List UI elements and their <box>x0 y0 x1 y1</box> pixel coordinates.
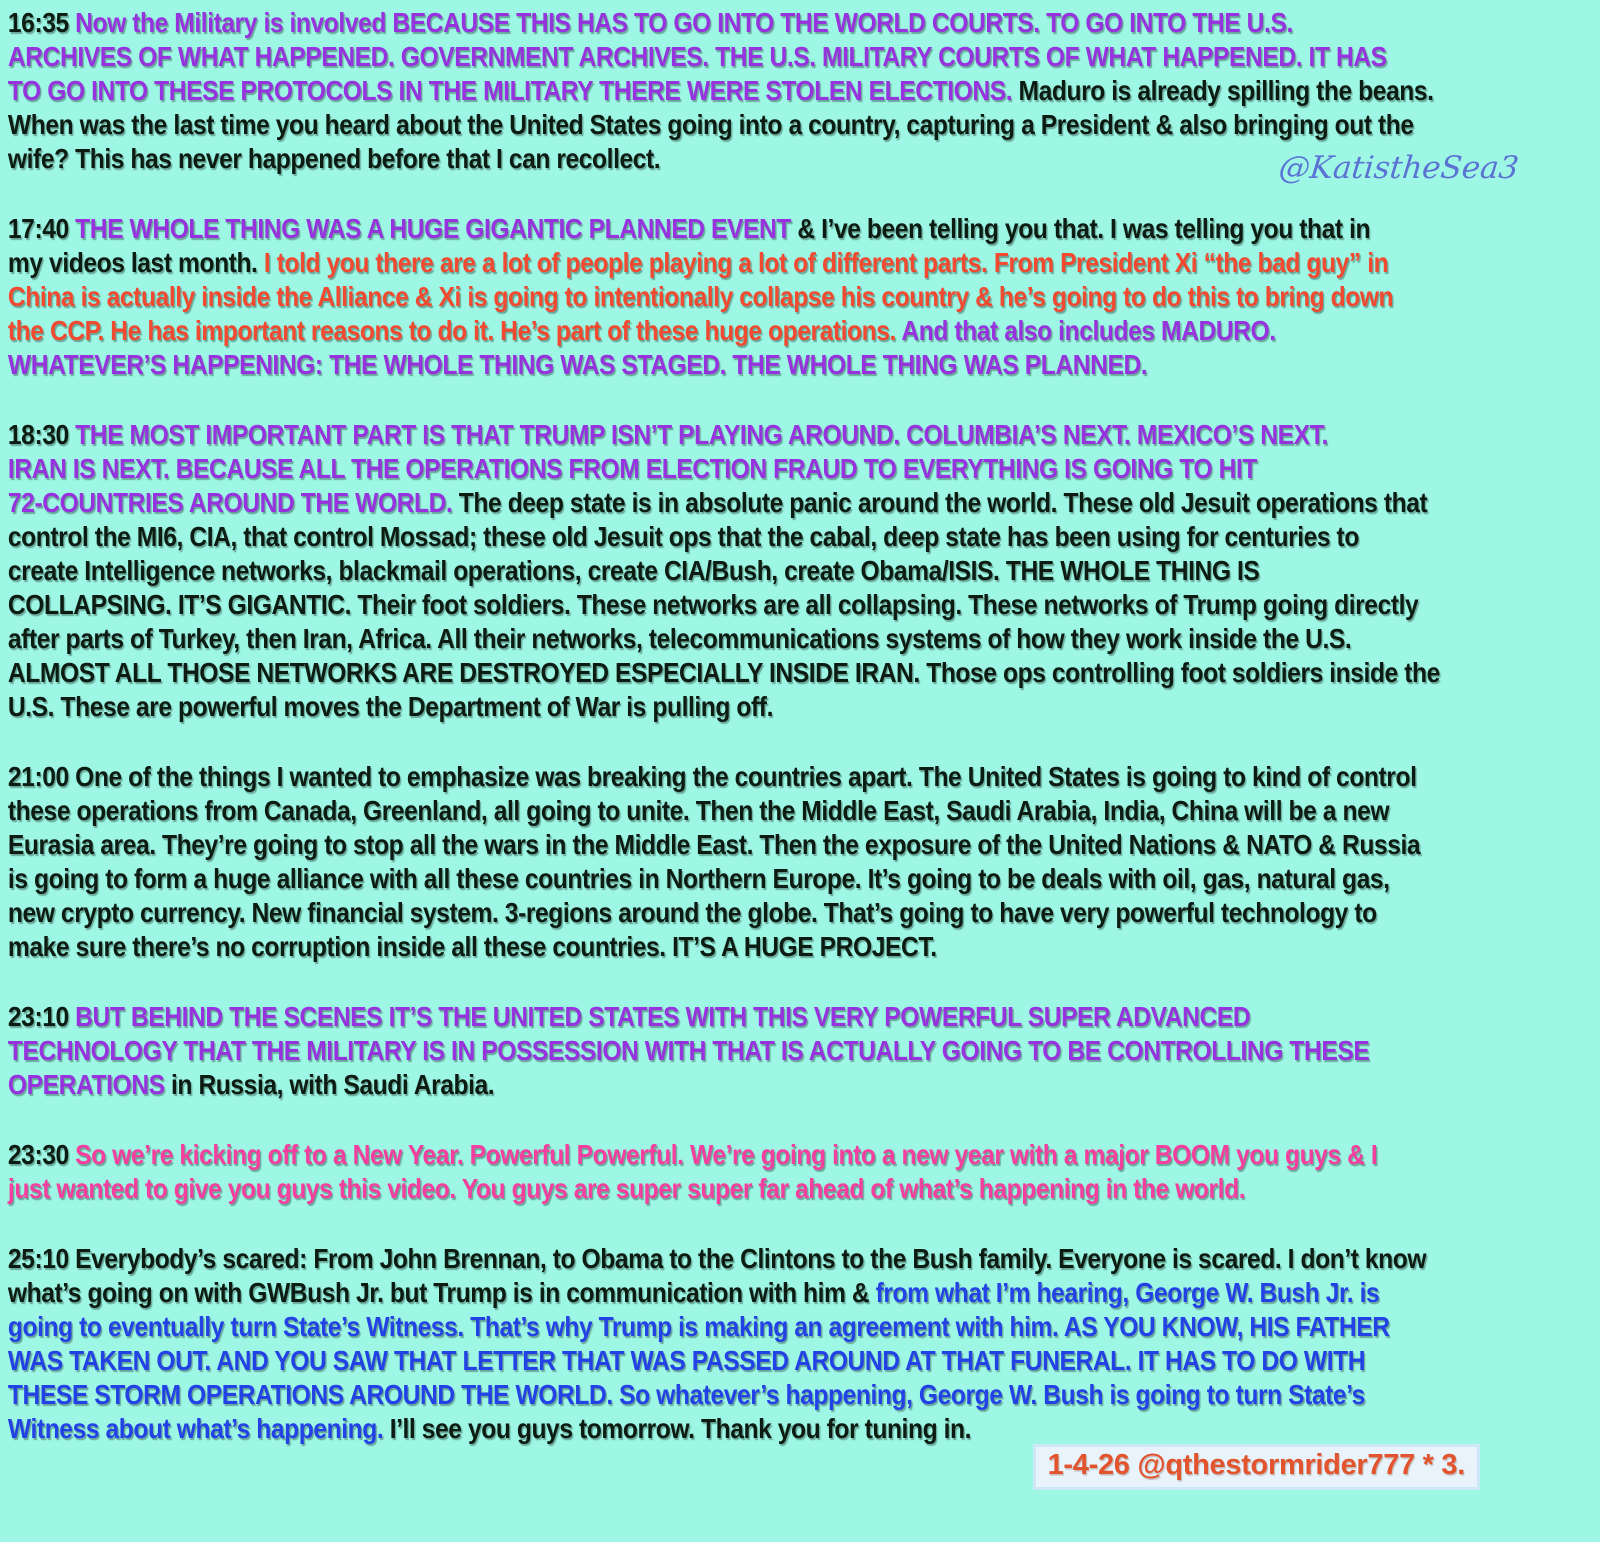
text-segment: 21:00 One of the things I wanted to emphasize was breaking the countries apart. The United States is going to kind of control <box>7 761 1417 792</box>
text-segment: And that also includes MADURO. <box>901 315 1276 346</box>
text-segment: 17:40 <box>7 213 76 244</box>
text-segment: these operations from Canada, Greenland, all going to unite. Then the Middle East, Saudi Arabia, India, China will be a new <box>7 795 1390 826</box>
signature: @KatistheSea3 <box>1276 150 1520 186</box>
text-line <box>8 862 1600 896</box>
text-segment: just wanted to give you guys this video. You guys are super super far ahead of what’s happening in the world. <box>7 1173 1246 1204</box>
text-segment: in Russia, with Saudi Arabia. <box>171 1069 495 1100</box>
text-line <box>8 246 1600 280</box>
text-segment: THESE STORM OPERATIONS AROUND THE WORLD. So whatever’s happening, George W. Bush is going to turn State’s <box>7 1379 1365 1410</box>
text-segment: TO GO INTO THESE PROTOCOLS IN THE MILITARY THERE WERE STOLEN ELECTIONS. <box>7 75 1019 106</box>
text-line <box>8 794 1600 828</box>
text-line <box>8 1172 1600 1206</box>
text-segment: create Intelligence networks, blackmail operations, create CIA/Bush, create Obama/ISIS. THE WHOLE THING IS <box>7 555 1260 586</box>
text-line <box>8 1138 1600 1172</box>
text-line <box>8 40 1600 74</box>
text-line <box>8 74 1600 108</box>
text-segment: Witness about what’s happening. <box>7 1413 390 1444</box>
text-line <box>8 1068 1600 1102</box>
text-line <box>8 1242 1600 1276</box>
text-segment: after parts of Turkey, then Iran, Africa. All their networks, telecommunications systems of how they work inside the U.S. <box>7 623 1352 654</box>
text-line <box>8 212 1600 246</box>
text-segment: 18:30 <box>7 419 76 450</box>
text-segment: WHATEVER’S HAPPENING: THE WHOLE THING WAS STAGED. THE WHOLE THING WAS PLANNED. <box>7 349 1148 380</box>
text-segment: Maduro is already spilling the beans. <box>1018 75 1434 106</box>
paragraph <box>8 1242 1600 1446</box>
footer-credit: 1-4-26 @qthestormrider777 * 3. <box>1033 1444 1480 1490</box>
text-line <box>8 1344 1600 1378</box>
text-line <box>8 1034 1600 1068</box>
text-segment: from what I’m hearing, George W. Bush Jr. is <box>875 1277 1380 1308</box>
paragraph <box>8 1138 1600 1206</box>
text-segment: When was the last time you heard about the United States going into a country, capturing a President & also bringing out the <box>7 109 1414 140</box>
text-segment: ARCHIVES OF WHAT HAPPENED. GOVERNMENT ARCHIVES. THE U.S. MILITARY COURTS OF WHAT HAPPENED. IT HAS <box>7 41 1387 72</box>
text-segment: THE WHOLE THING WAS A HUGE GIGANTIC PLANNED EVENT <box>75 213 798 244</box>
paragraph <box>8 1000 1600 1102</box>
text-line <box>8 6 1600 40</box>
text-segment: 23:30 <box>7 1139 76 1170</box>
text-line <box>8 554 1600 588</box>
text-segment: U.S. These are powerful moves the Department of War is pulling off. <box>7 691 773 722</box>
text-segment: wife? This has never happened before that I can recollect. <box>7 143 661 174</box>
text-line <box>8 896 1600 930</box>
text-line <box>8 348 1600 382</box>
text-line <box>8 1310 1600 1344</box>
text-line <box>8 690 1600 724</box>
text-line <box>8 622 1600 656</box>
text-segment: The deep state is in absolute panic around the world. These old Jesuit operations that <box>458 487 1428 518</box>
text-segment: THE MOST IMPORTANT PART IS THAT TRUMP ISN’T PLAYING AROUND. COLUMBIA’S NEXT. MEXICO’S NEXT. <box>75 419 1328 450</box>
text-line <box>8 760 1600 794</box>
text-segment: 25:10 Everybody’s scared: From John Brennan, to Obama to the Clintons to the Bush family. Everyone is scared. I don’t know <box>7 1243 1427 1274</box>
text-line <box>8 828 1600 862</box>
text-line <box>8 486 1600 520</box>
text-segment: new crypto currency. New financial system. 3-regions around the globe. That’s going to have very powerful technology to <box>7 897 1377 928</box>
text-segment: is going to form a huge alliance with all these countries in Northern Europe. It’s going to be deals with oil, gas, natural gas, <box>7 863 1390 894</box>
text-line <box>8 656 1600 690</box>
text-line <box>8 418 1600 452</box>
text-segment: BUT BEHIND THE SCENES IT’S THE UNITED STATES WITH THIS VERY POWERFUL SUPER ADVANCED <box>75 1001 1251 1032</box>
text-line <box>8 1000 1600 1034</box>
text-segment: my videos last month. <box>7 247 264 278</box>
text-segment: the CCP. He has important reasons to do it. He’s part of these huge operations. <box>7 315 902 346</box>
text-line <box>8 1378 1600 1412</box>
paragraph <box>8 760 1600 964</box>
text-segment: Now the Military is involved BECAUSE THIS HAS TO GO INTO THE WORLD COURTS. TO GO INTO THE U.S. <box>75 7 1293 38</box>
text-line <box>8 520 1600 554</box>
paragraph <box>8 418 1600 724</box>
text-segment: I told you there are a lot of people playing a lot of different parts. From President Xi “the bad guy” in <box>263 247 1389 278</box>
text-segment: 16:35 <box>7 7 76 38</box>
text-line <box>8 452 1600 486</box>
text-segment: control the MI6, CIA, that control Mossad; these old Jesuit ops that the cabal, deep state has been using for centuries to <box>7 521 1359 552</box>
text-segment: TECHNOLOGY THAT THE MILITARY IS IN POSSESSION WITH THAT IS ACTUALLY GOING TO BE CONTROLLING THESE <box>7 1035 1370 1066</box>
text-segment: OPERATIONS <box>7 1069 172 1100</box>
text-line <box>8 108 1600 142</box>
text-line <box>8 1412 1600 1446</box>
text-line <box>8 588 1600 622</box>
text-segment: IRAN IS NEXT. BECAUSE ALL THE OPERATIONS FROM ELECTION FRAUD TO EVERYTHING IS GOING TO HIT <box>7 453 1257 484</box>
text-segment: Eurasia area. They’re going to stop all the wars in the Middle East. Then the exposure of the United Nations & NATO & Russia <box>7 829 1421 860</box>
text-segment: & I’ve been telling you that. I was telling you that in <box>797 213 1371 244</box>
text-segment: 72-COUNTRIES AROUND THE WORLD. <box>7 487 459 518</box>
text-segment: what’s going on with GWBush Jr. but Trump is in communication with him & <box>7 1277 876 1308</box>
text-line <box>8 1276 1600 1310</box>
text-segment: So we’re kicking off to a New Year. Powerful Powerful. We’re going into a new year with a major BOOM you guys & I <box>75 1139 1378 1170</box>
text-line <box>8 930 1600 964</box>
text-line <box>8 314 1600 348</box>
text-segment: ALMOST ALL THOSE NETWORKS ARE DESTROYED ESPECIALLY INSIDE IRAN. Those ops controlling foot soldiers inside the <box>7 657 1440 688</box>
text-segment: 23:10 <box>7 1001 76 1032</box>
text-segment: going to eventually turn State’s Witness. That’s why Trump is making an agreement with him. AS YOU KNOW, HIS FATHER <box>7 1311 1390 1342</box>
transcript-paragraphs <box>0 6 1600 1446</box>
paragraph <box>8 212 1600 382</box>
text-segment: I’ll see you guys tomorrow. Thank you for tuning in. <box>389 1413 972 1444</box>
text-segment: COLLAPSING. IT’S GIGANTIC. Their foot soldiers. These networks are all collapsing. These networks of Trump going directly <box>7 589 1419 620</box>
text-segment: make sure there’s no corruption inside all these countries. IT’S A HUGE PROJECT. <box>7 931 937 962</box>
text-segment: WAS TAKEN OUT. AND YOU SAW THAT LETTER THAT WAS PASSED AROUND AT THAT FUNERAL. IT HAS TO DO WITH <box>7 1345 1366 1376</box>
text-segment: China is actually inside the Alliance & Xi is going to intentionally collapse his country & he’s going to do this to bring down <box>7 281 1394 312</box>
text-line <box>8 280 1600 314</box>
